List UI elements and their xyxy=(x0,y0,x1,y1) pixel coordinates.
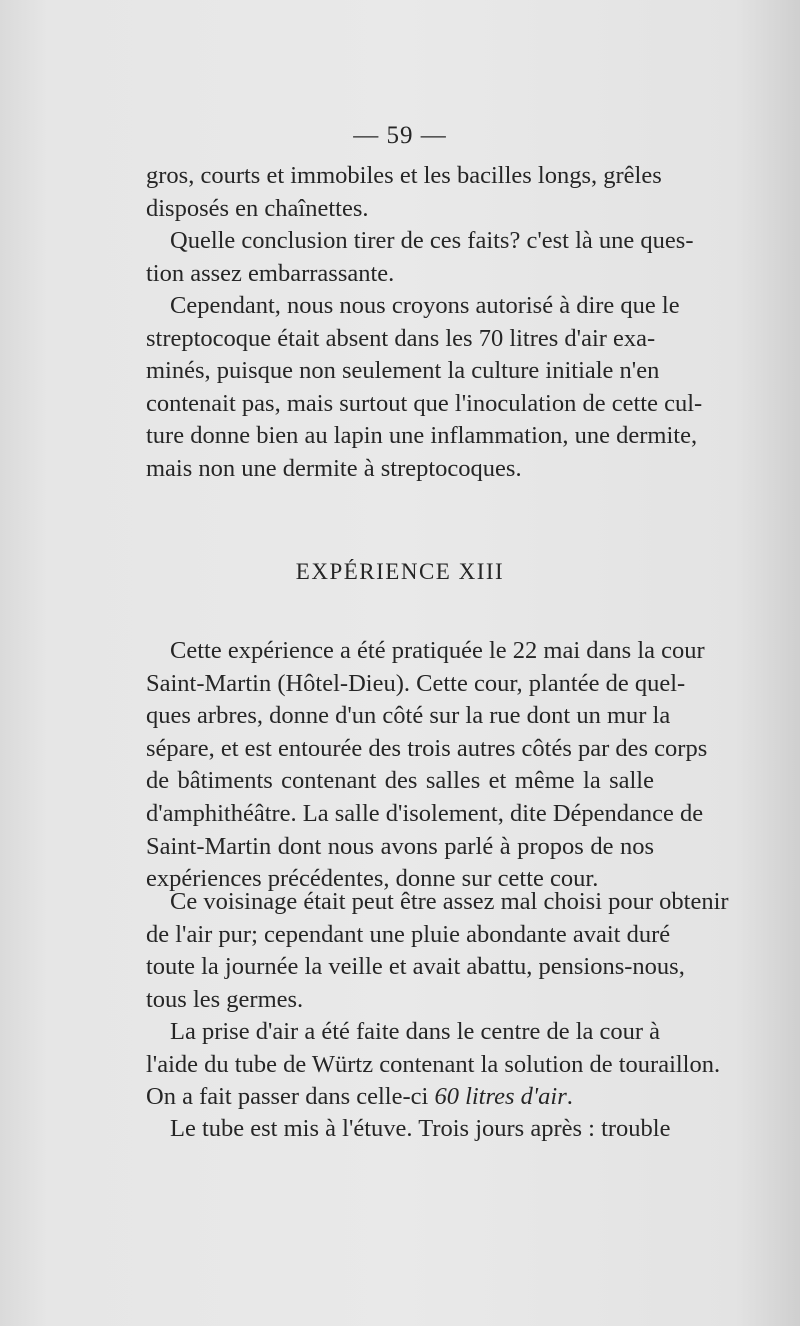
text-fragment: . xyxy=(566,1083,573,1111)
paragraph-incubation xyxy=(146,1113,671,1146)
text-line: Saint-Martin dont nous avons parlé à propos de nos xyxy=(146,832,654,860)
text-line: de bâtiments contenant des salles et même la salle xyxy=(146,767,654,795)
text-line: de l'air pur; cependant une pluie abondante avait duré xyxy=(146,920,671,948)
air-volume-emphasis: 60 litres d'air xyxy=(434,1083,567,1111)
text-line: l'aide du tube de Würtz contenant la solution de touraillon. xyxy=(146,1050,721,1078)
paragraph-neighborhood xyxy=(146,886,729,1016)
text-line: Saint-Martin (Hôtel-Dieu). Cette cour, plantée de quel- xyxy=(146,669,686,697)
text-line: streptocoque était absent dans les 70 litres d'air exa- xyxy=(146,324,656,352)
page-number: — 59 — xyxy=(353,122,447,149)
text-line: minés, puisque non seulement la culture initiale n'en xyxy=(146,357,660,385)
text-line: expériences précédentes, donne sur cette cour. xyxy=(146,865,599,893)
text-line: ques arbres, donne d'un côté sur la rue dont un mur la xyxy=(146,702,671,730)
paragraph-air-sampling xyxy=(146,1016,721,1114)
text-line: Le tube est mis à l'étuve. Trois jours après : trouble xyxy=(170,1115,671,1142)
paragraph-experiment-setup xyxy=(146,635,708,896)
text-line: Cependant, nous nous croyons autorisé à dire que le xyxy=(170,292,680,319)
text-fragment: On a fait passer dans celle-ci xyxy=(146,1083,429,1111)
paragraph-conclusion-question xyxy=(146,225,694,290)
text-line: sépare, et est entourée des trois autres côtés par des corps xyxy=(146,734,708,762)
text-line: La prise d'air a été faite dans le centre de la cour à xyxy=(170,1018,661,1045)
text-line: disposés en chaînettes. xyxy=(146,194,369,222)
text-line: mais non une dermite à streptocoques. xyxy=(146,454,522,482)
paragraph-continuation xyxy=(146,160,662,225)
text-line: contenait pas, mais surtout que l'inoculation de cette cul- xyxy=(146,389,703,417)
text-line: gros, courts et immobiles et les bacilles longs, grêles xyxy=(146,162,662,189)
text-line: Quelle conclusion tirer de ces faits? c'est là une ques- xyxy=(170,227,694,254)
text-line: tous les germes. xyxy=(146,985,304,1013)
paragraph-streptococcus xyxy=(146,290,703,486)
text-line: toute la journée la veille et avait abattu, pensions-nous, xyxy=(146,953,685,981)
text-line: ture donne bien au lapin une inflammation, une dermite, xyxy=(146,422,698,450)
section-heading: EXPÉRIENCE XIII xyxy=(295,559,505,584)
text-line: Ce voisinage était peut être assez mal choisi pour obtenir xyxy=(170,888,729,915)
text-line xyxy=(146,1081,654,1114)
text-line: Cette expérience a été pratiquée le 22 mai dans la cour xyxy=(170,637,705,664)
text-line: d'amphithéâtre. La salle d'isolement, dite Dépendance de xyxy=(146,799,704,827)
text-line: tion assez embarrassante. xyxy=(146,259,395,287)
